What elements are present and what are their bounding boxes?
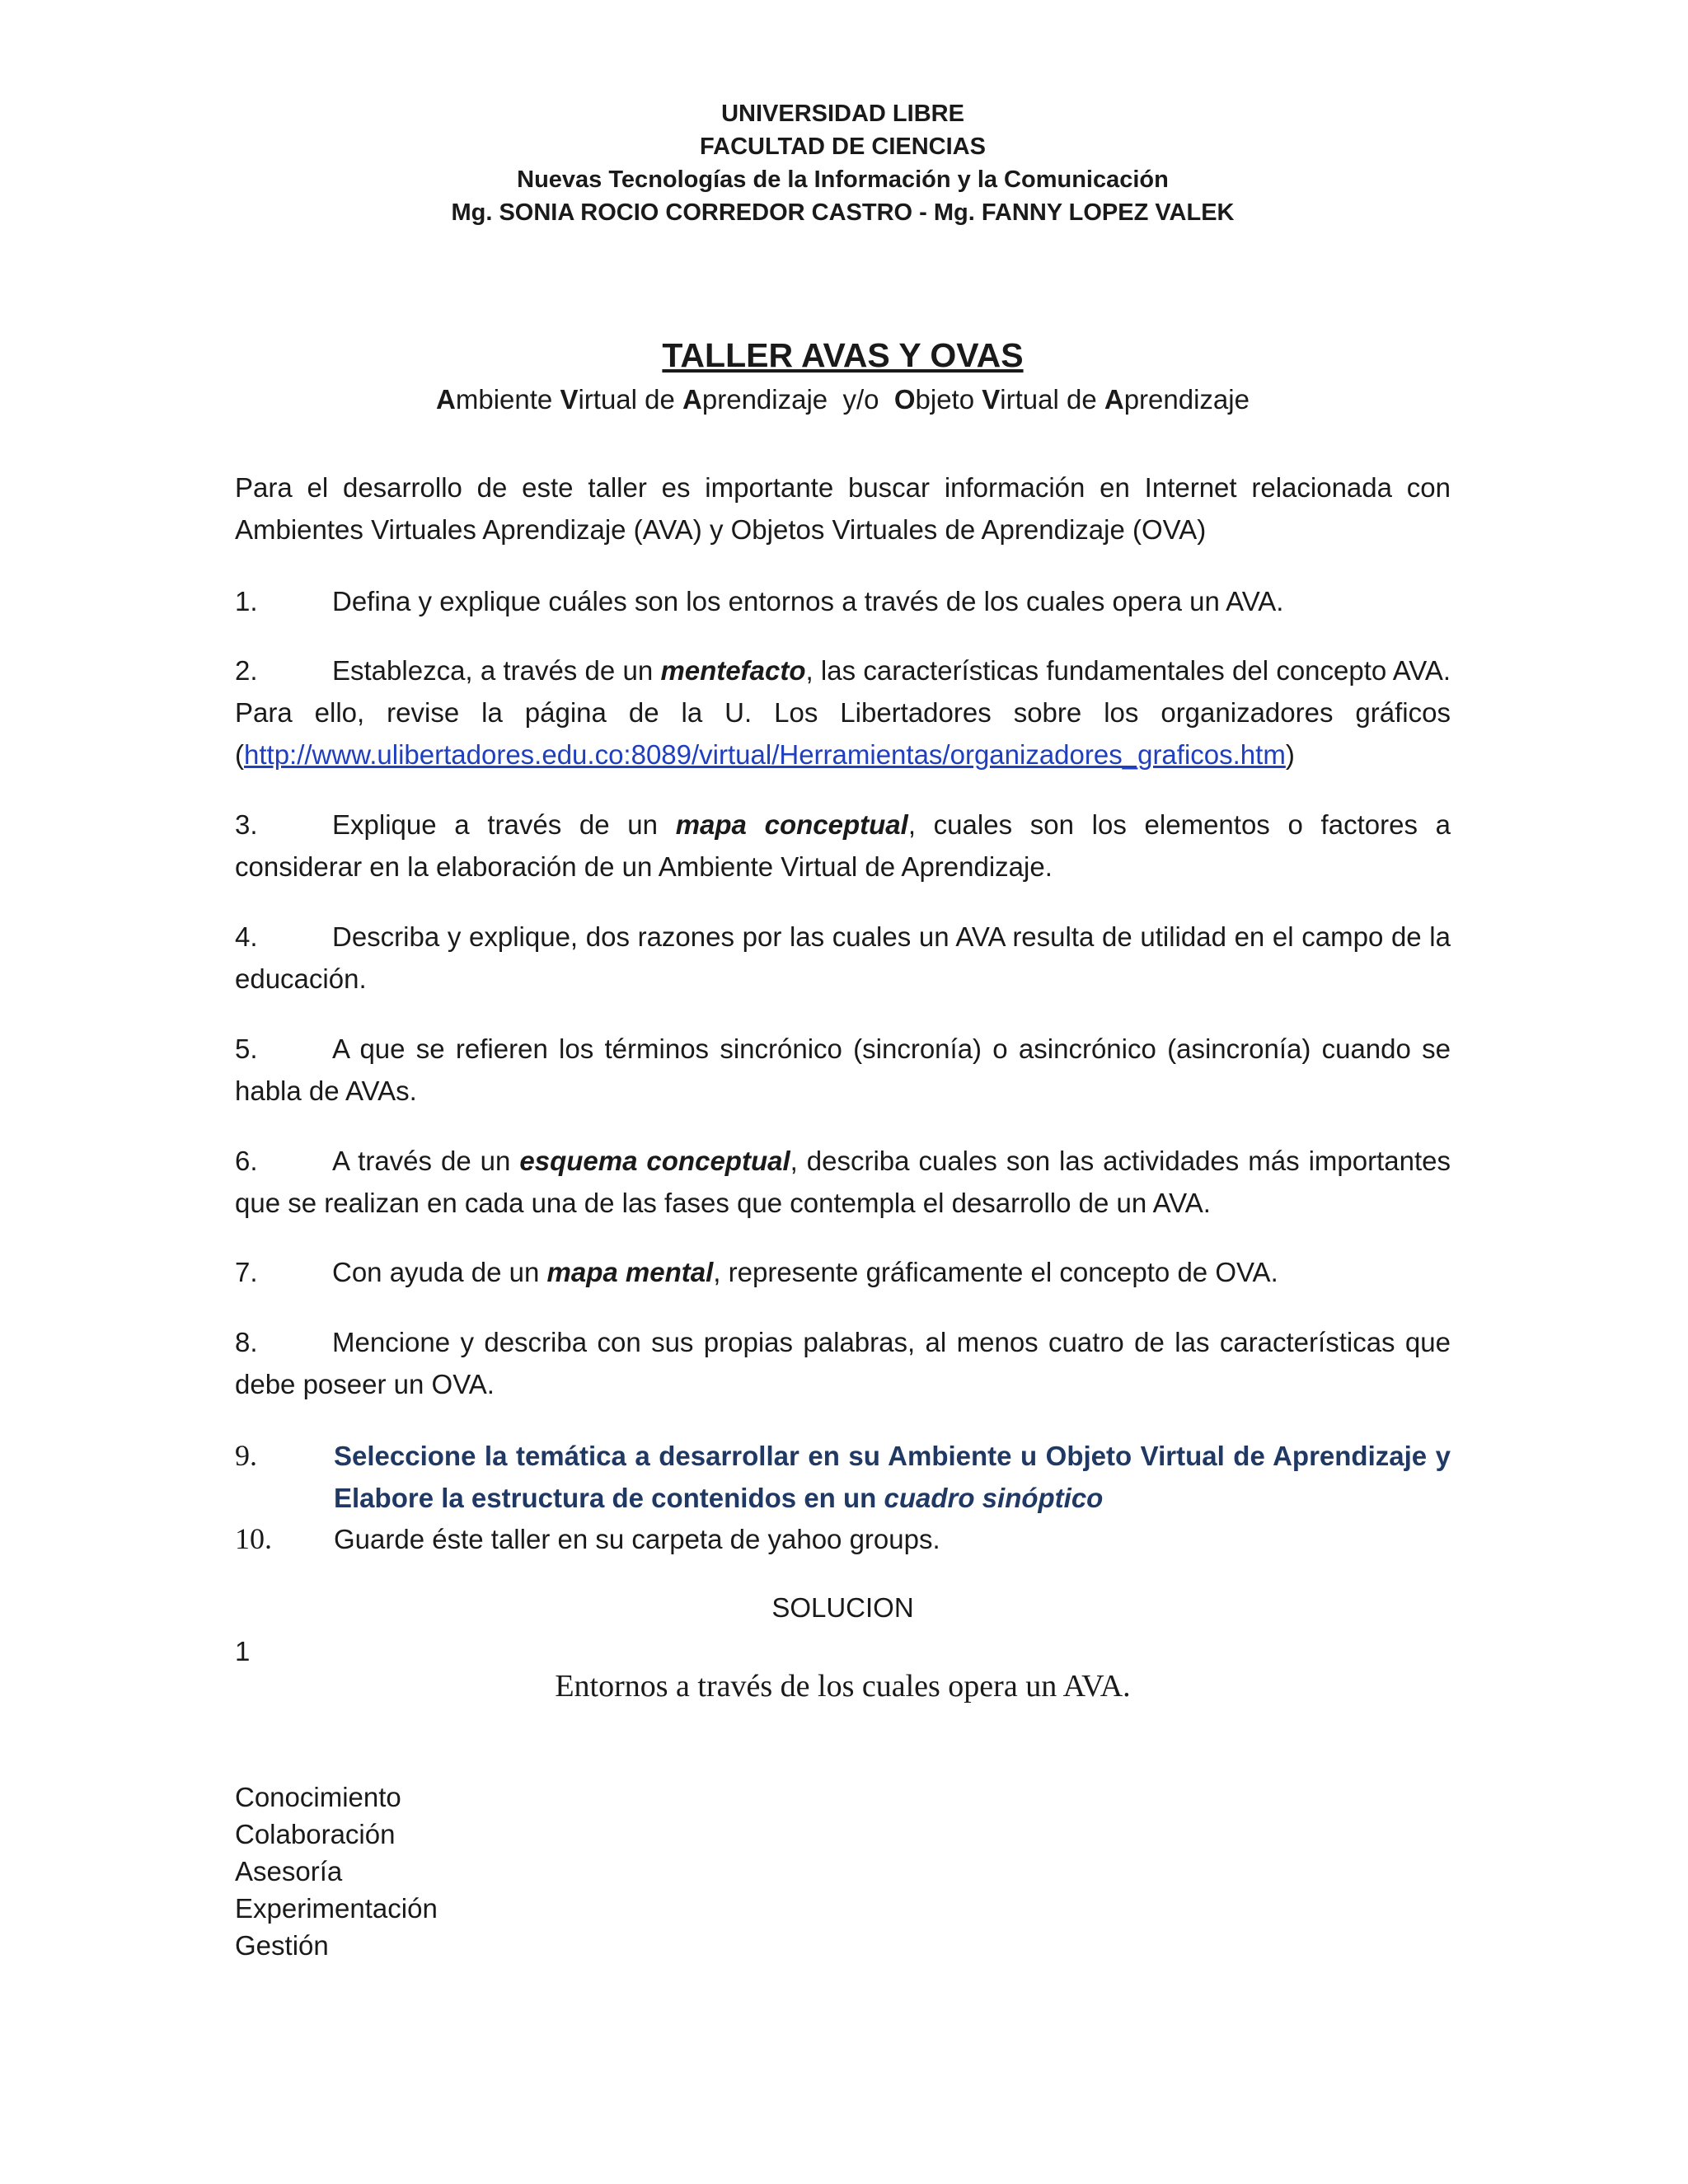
entorno-conocimiento: Conocimiento xyxy=(235,1782,401,1812)
document-header xyxy=(235,97,1451,229)
solution-subtitle: Entornos a través de los cuales opera un AVA. xyxy=(555,1669,1131,1704)
intro-paragraph: Para el desarrollo de este taller es importante buscar información en Internet relacionada con Ambientes Virtuales Aprendizaje (AVA) y Objetos Virtuales de Aprendizaje (OVA) xyxy=(235,472,1451,545)
list-item: 1. Defina y explique cuáles son los entornos a través de los cuales opera un AVA. xyxy=(235,586,1284,616)
list-item-highlighted: 9. Seleccione la temática a desarrollar en su Ambiente u Objeto Virtual de Aprendizaje y Elabore la estructura de contenidos en un cuadro sinóptico xyxy=(235,1435,1451,1526)
list-item: 3. Explique a través de un mapa conceptual, cuales son los elementos o factores a considerar en la elaboración de un Ambiente Virtual de Aprendizaje. xyxy=(235,809,1451,882)
entorno-experimentacion: Experimentación xyxy=(235,1893,438,1924)
list-item: 6. A través de un esquema conceptual, describa cuales son las actividades más importantes que se realizan en cada una de las fases que contempla el desarrollo de un AVA. xyxy=(235,1146,1451,1218)
entorno-asesoria: Asesoría xyxy=(235,1856,343,1886)
entorno-colaboracion: Colaboración xyxy=(235,1819,396,1849)
organizadores-graficos-link[interactable]: http://www.ulibertadores.edu.co:8089/virtual/Herramientas/organizadores_graficos.htm xyxy=(244,739,1286,770)
list-item: 5. A que se refieren los términos sincrónico (sincronía) o asincrónico (asincronía) cuando se habla de AVAs. xyxy=(235,1033,1451,1106)
header-teachers: Mg. SONIA ROCIO CORREDOR CASTRO - Mg. FANNY LOPEZ VALEK xyxy=(451,199,1235,226)
solution-heading: SOLUCION xyxy=(771,1592,914,1623)
header-course: Nuevas Tecnologías de la Información y la Comunicación xyxy=(517,166,1169,193)
header-faculty: FACULTAD DE CIENCIAS xyxy=(700,134,986,160)
list-item: 7. Con ayuda de un mapa mental, represente gráficamente el concepto de OVA. xyxy=(235,1257,1278,1287)
entorno-gestion: Gestión xyxy=(235,1930,329,1961)
list-item: 2. Establezca, a través de un mentefacto, las características fundamentales del concepto AVA. Para ello, revise la página de la U. Los Libertadores sobre los organizadores gráficos (http://www.ulibertadores.edu.co:8089/virtual/Herramientas/organizadores_graficos.htm) xyxy=(235,655,1451,770)
header-university: UNIVERSIDAD LIBRE xyxy=(721,101,964,127)
page-title: TALLER AVAS Y OVAS xyxy=(662,336,1024,374)
list-item: 8. Mencione y describa con sus propias palabras, al menos cuatro de las características que debe poseer un OVA. xyxy=(235,1327,1451,1399)
item-9-text: Seleccione la temática a desarrollar en su Ambiente u Objeto Virtual de Aprendizaje y Elabore la estructura de contenidos en un cuadro sinóptico xyxy=(334,1441,1451,1513)
page-subtitle: Ambiente Virtual de Aprendizaje y/o Objeto Virtual de Aprendizaje xyxy=(436,384,1250,415)
solution-number: 1 xyxy=(235,1636,251,1666)
list-item: 4. Describa y explique, dos razones por las cuales un AVA resulta de utilidad en el campo de la educación. xyxy=(235,921,1451,994)
list-item: 10. Guarde éste taller en su carpeta de yahoo groups. xyxy=(235,1522,940,1555)
